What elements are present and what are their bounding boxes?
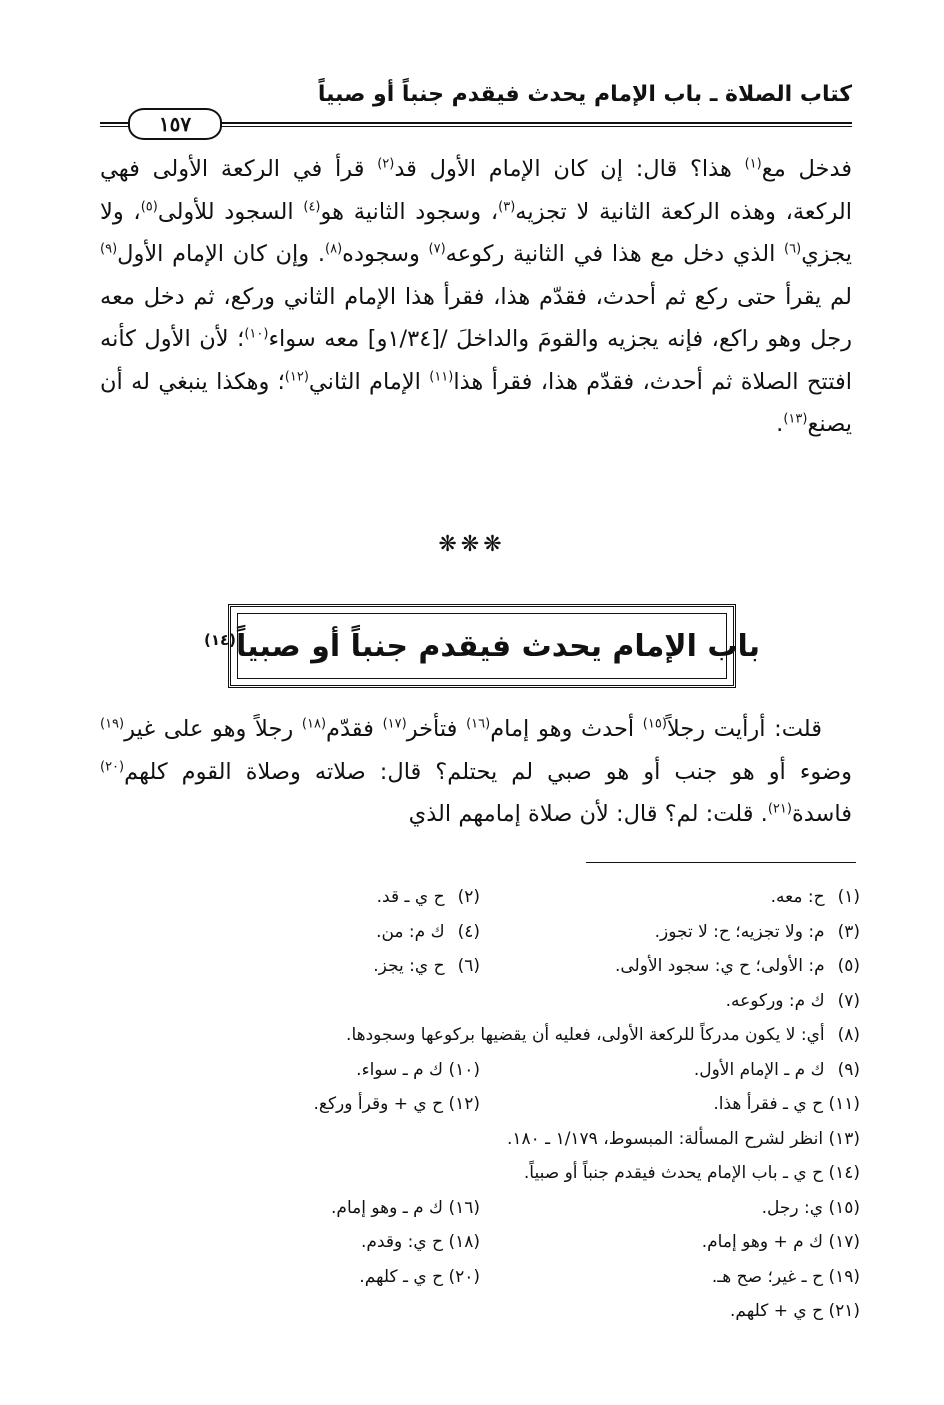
- footnote-marker: (١٥): [642, 716, 667, 732]
- footnote-number: (٢١): [828, 1301, 860, 1321]
- footnote-number: (٦): [457, 956, 480, 976]
- footnote-marker: (٧): [428, 241, 446, 257]
- footnote-number: (٧): [837, 990, 860, 1011]
- footnote-number: (٣): [837, 921, 860, 942]
- footnote: [100, 949, 480, 984]
- footnote-text: ح ي ـ فقرأ هذا.: [713, 1094, 829, 1114]
- footnote-row: [100, 1156, 860, 1191]
- footnote: [100, 1087, 480, 1122]
- text-run: لم يقرأ حتى ركع ثم أحدث، فقدّم هذا، فقرأ هذا الإمام الثاني وركع، ثم دخل معه رجل وهو راكع، فإنه يجزيه والقومَ والداخلَ /[١/٣٤و] معه سواء: [100, 283, 852, 352]
- footnote: [480, 880, 860, 915]
- text-run: فتأخر: [406, 716, 467, 742]
- text-run: فقدّم: [326, 716, 383, 742]
- footnote-number: (٥): [837, 956, 860, 976]
- text-run: ، ولا يجزي: [100, 198, 852, 267]
- footnote-row: [100, 1122, 860, 1157]
- footnote-marker: (١٦): [466, 716, 491, 732]
- chapter-title: [204, 629, 760, 664]
- footnote: [480, 1260, 860, 1295]
- footnote-row: [100, 1191, 860, 1226]
- footnote-number: (١): [837, 887, 860, 907]
- page-number: ١٥٧: [128, 108, 222, 140]
- footnote-text: ي: رجل.: [761, 1197, 829, 1218]
- footnote-row: [100, 880, 860, 915]
- footnote-number: (٨): [837, 1025, 860, 1045]
- footnote: [100, 1156, 860, 1191]
- footnote: [100, 1260, 480, 1295]
- chapter-heading-inner-frame: [203, 613, 761, 679]
- footnote-number: (١٧): [828, 1232, 860, 1252]
- text-run: الإمام الثاني: [308, 368, 430, 395]
- footnote: [100, 1018, 860, 1053]
- main-paragraph: [100, 148, 852, 446]
- footnote-marker: (٢٠): [100, 759, 125, 774]
- footnote-number: (١٦): [448, 1197, 480, 1218]
- footnote-text: ح ي ـ كلهم.: [359, 1266, 449, 1287]
- footnote-number: (٩): [837, 1059, 860, 1080]
- footnote-number: (١٤): [828, 1163, 860, 1183]
- footnote-row: [100, 915, 860, 950]
- footnote-number: (٢): [457, 887, 480, 907]
- footnote-number: (١٥): [828, 1197, 860, 1218]
- chapter-heading-frame: [203, 604, 761, 688]
- footnote-text: ك م + وهو إمام.: [701, 1232, 829, 1252]
- footnote: [480, 1053, 860, 1088]
- footnote-text: ح ي: يجز.: [373, 956, 450, 976]
- text-run: السجود للأولى: [157, 198, 304, 225]
- footnote-marker: (٣): [498, 199, 516, 214]
- second-paragraph-text: [100, 708, 852, 836]
- footnote-text: انظر لشرح المسألة: المبسوط، ١/١٧٩ ـ ١٨٠.: [506, 1128, 829, 1149]
- footnote-row: [100, 1260, 860, 1295]
- footnote: [100, 984, 860, 1019]
- footnote-text: ك م ـ وهو إمام.: [331, 1197, 449, 1218]
- footnote-text: ح ي ـ باب الإمام يحدث فيقدم جنباً أو صبياً.: [523, 1163, 829, 1183]
- text-run: قرأ في الركعة الأولى فهي الركعة، وهذه الركعة الثانية لا تجزيه: [100, 156, 852, 225]
- footnote: [480, 1225, 860, 1260]
- running-header-title: كتاب الصلاة ـ باب الإمام يحدث فيقدم جنباً أو صبياً: [317, 82, 852, 107]
- footnote-number: (٤): [457, 921, 480, 942]
- footnote-marker: (٩): [100, 241, 118, 257]
- footnote-number: (١٢): [448, 1094, 480, 1114]
- text-run: . وإن كان الإمام الأول: [117, 241, 326, 267]
- footnote-marker: (١٨): [301, 716, 327, 732]
- footnote-number: (١٠): [448, 1059, 480, 1080]
- text-run: فدخل مع: [761, 156, 853, 182]
- footnote-separator-rule: [586, 862, 856, 863]
- page-header: [100, 82, 852, 140]
- footnote-row: [100, 1053, 860, 1088]
- footnote-marker: (٢): [377, 156, 395, 172]
- footnote-marker: (١): [744, 156, 762, 172]
- footnote-row: [100, 1225, 860, 1260]
- footnote-marker: (١٤): [203, 630, 236, 649]
- footnotes: [100, 880, 860, 1329]
- footnote-row: [100, 984, 860, 1019]
- footnote: [480, 1191, 860, 1226]
- text-run: أحدث وهو إمام: [490, 716, 643, 742]
- footnote: [100, 915, 480, 950]
- text-run: الذي دخل مع هذا في الثانية ركوعه: [445, 241, 785, 267]
- footnote-text: ك م ـ سواء.: [356, 1059, 449, 1080]
- footnote-row: [100, 1294, 860, 1329]
- footnote-marker: (١٧): [382, 716, 407, 732]
- footnote-marker: (٦): [784, 241, 802, 257]
- footnote-row: [100, 1087, 860, 1122]
- footnote-number: (١٩): [828, 1266, 860, 1287]
- footnote-text: ك م ـ الإمام الأول.: [693, 1059, 830, 1080]
- footnote-marker: (١٩): [100, 716, 125, 732]
- footnote: [100, 1294, 860, 1329]
- footnote-text: ح ـ غير؛ صح هـ.: [711, 1266, 829, 1287]
- footnote-row: [100, 949, 860, 984]
- footnote-text: ح: معه.: [770, 887, 830, 907]
- text-run: قلت: أرأيت رجلاً: [666, 716, 823, 742]
- footnote-text: ك م: من.: [376, 921, 450, 942]
- footnote-number: (١٣): [828, 1128, 860, 1149]
- footnote: [480, 915, 860, 950]
- footnote-number: (٢٠): [448, 1266, 480, 1287]
- text-run: . قلت: لم؟ قال: لأن صلاة إمامهم الذي: [408, 801, 768, 827]
- text-run: .: [776, 411, 784, 437]
- text-run: وضوء أو هو جنب أو هو صبي لم يحتلم؟ قال: صلاته وصلاة القوم كلهم: [124, 758, 852, 785]
- footnote-number: (١٨): [448, 1232, 480, 1252]
- footnote: [100, 880, 480, 915]
- text-run: رجلاً وهو على غير: [124, 716, 302, 742]
- footnote-row: [100, 1018, 860, 1053]
- chapter-title-text: باب الإمام يحدث فيقدم جنباً أو صبياً: [236, 628, 761, 664]
- footnote-text: ك م: وركوعه.: [725, 990, 830, 1011]
- footnote-marker: (١٢): [284, 369, 309, 384]
- text-run: هذا؟ قال: إن كان الإمام الأول قد: [394, 156, 745, 182]
- footnote: [100, 1053, 480, 1088]
- footnote-number: (١١): [828, 1094, 860, 1114]
- text-run: ؛ لأن الأول كأنه افتتح الصلاة ثم أحدث، فقدّم هذا، فقرأ هذا: [100, 326, 852, 395]
- main-paragraph-text: [100, 148, 852, 446]
- second-paragraph: [100, 708, 852, 836]
- footnote-text: ح ي: وقدم.: [361, 1232, 449, 1252]
- footnote-text: ح ي + كلهم.: [730, 1301, 829, 1321]
- text-run: ؛ وهكذا ينبغي له أن يصنع: [100, 368, 852, 437]
- text-run: فاسدة: [791, 801, 852, 827]
- footnote-text: ح ي + وقرأ وركع.: [313, 1094, 449, 1114]
- text-run: ، وسجود الثانية هو: [320, 198, 499, 225]
- footnote-text: أي: لا يكون مدركاً للركعة الأولى، فعليه أن يقضيها بركوعها وسجودها.: [346, 1025, 830, 1045]
- footnote-text: م: الأولى؛ ح ي: سجود الأولى.: [614, 956, 830, 976]
- footnote-marker: (٢١): [767, 801, 792, 817]
- footnote-text: م: ولا تجزيه؛ ح: لا تجوز.: [654, 921, 830, 942]
- footnote: [480, 1087, 860, 1122]
- footnote-marker: (٤): [303, 199, 321, 214]
- footnote: [100, 1122, 860, 1157]
- footnote-marker: (١٣): [783, 411, 808, 427]
- footnote: [100, 1225, 480, 1260]
- footnote-text: ح ي ـ قد.: [376, 887, 450, 907]
- section-separator: ❋❋❋: [438, 532, 506, 557]
- footnote-marker: (٨): [325, 241, 343, 257]
- footnote: [100, 1191, 480, 1226]
- footnote-marker: (١١): [429, 369, 454, 384]
- footnote: [480, 949, 860, 984]
- footnote-marker: (٥): [140, 199, 158, 214]
- text-run: وسجوده: [342, 241, 429, 267]
- footnote-marker: (١٠): [244, 326, 269, 342]
